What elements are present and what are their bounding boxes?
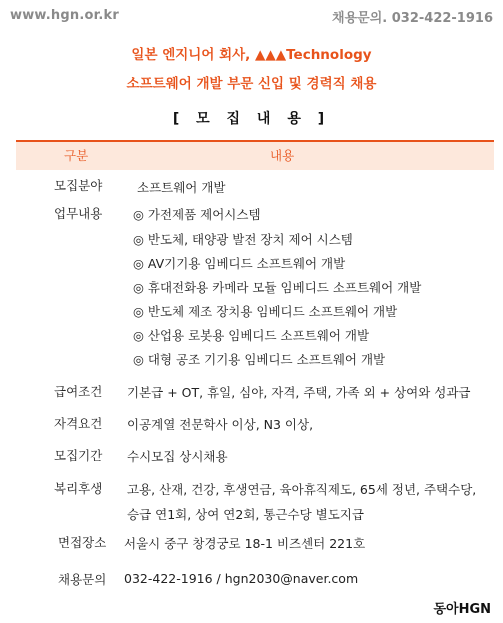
label-inquiry: 채용문의 — [58, 572, 107, 587]
duty-item: ◎ AV기기용 임베디드 소프트웨어 개발 — [133, 256, 346, 271]
label-pay: 급여조건 — [54, 384, 103, 399]
duty-item: ◎ 산업용 로봇용 임베디드 소프트웨어 개발 — [133, 328, 370, 343]
section-title: [ 모 집 내 용 ] — [172, 111, 331, 127]
value-pay: 기본급 + OT, 휴일, 심야, 자격, 주택, 가족 외 + 상여와 성과급 — [127, 385, 471, 400]
title-line-2: 소프트웨어 개발 부문 신입 및 경력직 채용 — [126, 76, 377, 92]
duty-item: ◎ 대형 공조 기기용 임베디드 소프트웨어 개발 — [133, 352, 386, 367]
value-inquiry[interactable]: 032-422-1916 / hgn2030@naver.com — [124, 571, 359, 586]
label-qualification: 자격요건 — [54, 416, 103, 431]
label-field: 모집분야 — [54, 178, 103, 193]
header-category: 구분 — [64, 148, 89, 163]
header-content: 내용 — [270, 148, 295, 163]
title-line-1: 일본 엔지니어 회사, ▲▲▲Technology — [131, 47, 372, 63]
value-welfare-line-2: 승급 연1회, 상여 연2회, 통근수당 별도지급 — [127, 507, 364, 522]
company-logo: 동아HGN — [433, 602, 491, 617]
value-welfare-line-1: 고용, 산재, 건강, 후생연금, 육아휴직제도, 65세 정년, 주택수당, — [127, 482, 477, 497]
duty-item: ◎ 가전제품 제어시스템 — [133, 207, 261, 222]
value-period: 수시모집 상시채용 — [127, 449, 228, 464]
label-venue: 면접장소 — [58, 535, 107, 550]
duty-item: ◎ 반도체 제조 장치용 임베디드 소프트웨어 개발 — [133, 304, 398, 319]
label-period: 모집기간 — [54, 448, 103, 463]
value-qualification: 이공계열 전문학사 이상, N3 이상, — [127, 417, 314, 432]
label-welfare: 복리후생 — [54, 481, 103, 496]
label-duties: 업무내용 — [54, 206, 103, 221]
value-field: 소프트웨어 개발 — [137, 180, 226, 195]
duty-item: ◎ 휴대전화용 카메라 모듈 임베디드 소프트웨어 개발 — [133, 280, 422, 295]
site-url[interactable]: www.hgn.or.kr — [10, 8, 119, 23]
contact-header: 채용문의. 032-422-1916 — [332, 11, 493, 26]
duty-item: ◎ 반도체, 태양광 발전 장치 제어 시스템 — [133, 232, 353, 247]
value-venue: 서울시 중구 창경궁로 18-1 비즈센터 221호 — [124, 536, 366, 551]
